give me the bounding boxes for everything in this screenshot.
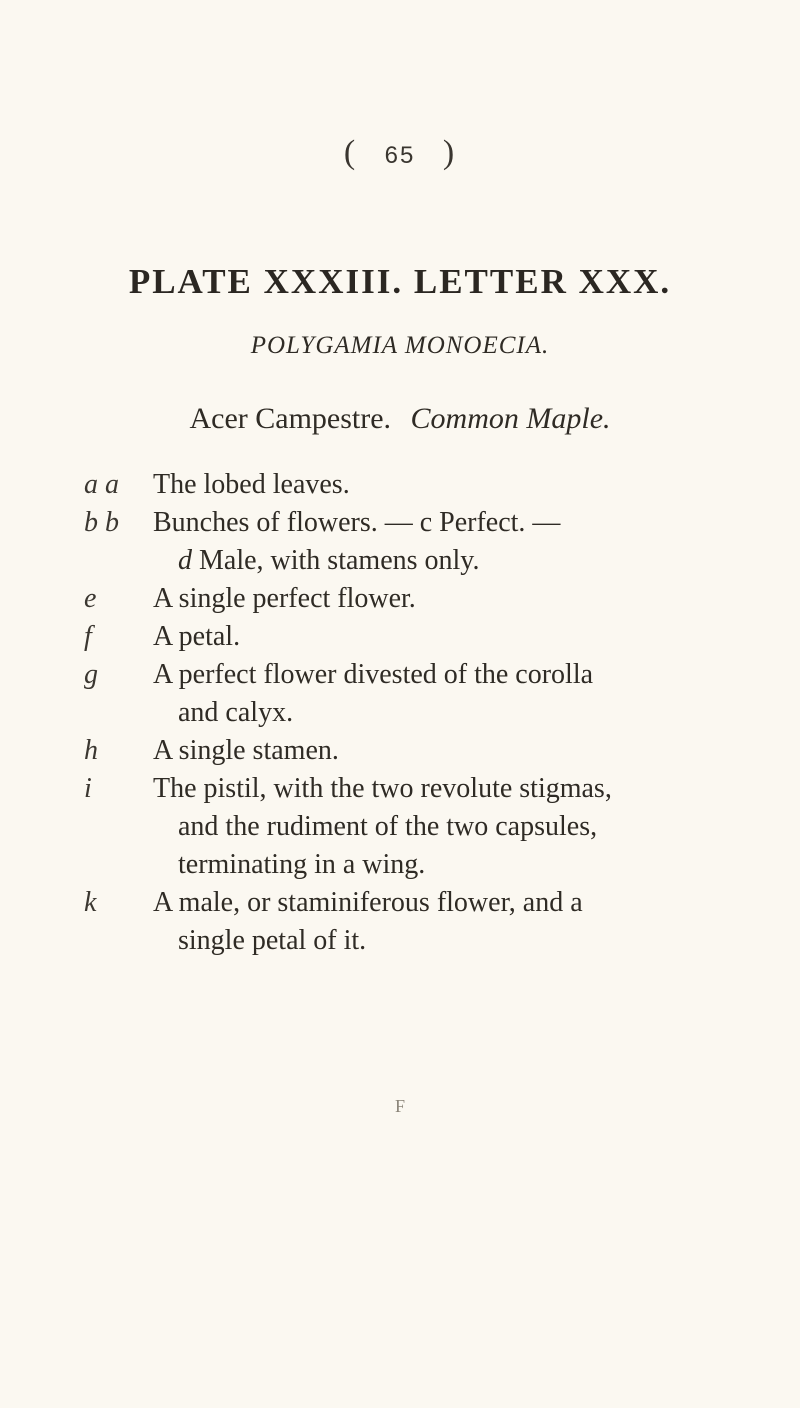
- entry-text: A male, or staminiferous flower, and a: [153, 887, 583, 918]
- entry-text: A single stamen.: [153, 735, 339, 766]
- entry-sub-key: d: [178, 545, 192, 576]
- entry-key: e: [84, 583, 97, 614]
- entry-key: g: [84, 659, 98, 690]
- entry-key: h: [84, 735, 98, 766]
- entry-text: Bunches of flowers. — c Perfect. —: [153, 507, 561, 538]
- class-title: POLYGAMIA MONOECIA.: [250, 332, 550, 359]
- entry-text-continued: single petal of it.: [178, 925, 367, 956]
- list-item: [0, 656, 800, 732]
- species-name: Acer Campestre.: [189, 402, 392, 435]
- entry-text: A single perfect flower.: [153, 583, 416, 614]
- open-paren: (: [343, 134, 358, 171]
- entry-text: A petal.: [153, 621, 241, 652]
- entry-key: k: [84, 887, 97, 918]
- species-heading: [0, 402, 800, 436]
- close-paren: ): [442, 134, 457, 171]
- entry-text-continued: and calyx.: [178, 697, 294, 728]
- entry-text: The pistil, with the two revolute stigmas,: [153, 773, 612, 804]
- plate-title: PLATE XXXIII. LETTER XXX.: [128, 262, 672, 301]
- list-item: [0, 580, 800, 618]
- entry-sub-text: Male, with stamens only.: [199, 545, 480, 576]
- entry-key: f: [84, 621, 92, 652]
- list-item: [0, 732, 800, 770]
- list-item: [0, 466, 800, 504]
- entry-text: The lobed leaves.: [153, 469, 350, 500]
- entry-text-continued: [178, 542, 800, 580]
- entry-key: a a: [84, 469, 119, 500]
- page-number-value: 65: [384, 142, 416, 169]
- list-item: [0, 770, 800, 884]
- entry-key: i: [84, 773, 92, 804]
- list-item: [0, 884, 800, 960]
- entry-text-continued: terminating in a wing.: [178, 849, 426, 880]
- page-number: [0, 134, 800, 172]
- entry-text: A perfect flower divested of the corolla: [153, 659, 594, 690]
- plate-key-list: [0, 466, 800, 960]
- species-common-name: Common Maple.: [410, 402, 611, 435]
- signature-mark: F: [394, 1096, 405, 1116]
- list-item: [0, 618, 800, 656]
- entry-key: b b: [84, 507, 119, 538]
- list-item: [0, 504, 800, 580]
- entry-text-continued: and the rudiment of the two capsules,: [178, 811, 598, 842]
